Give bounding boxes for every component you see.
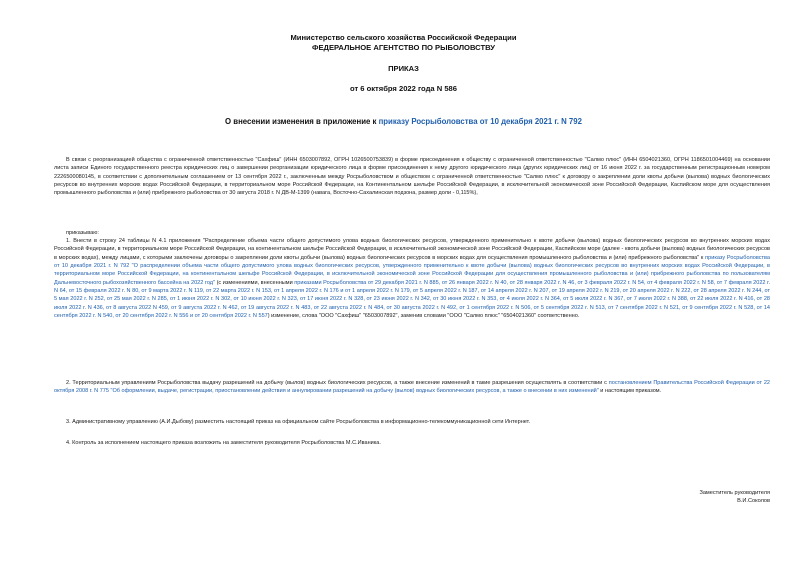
intro-paragraph: В связи с реорганизацией общества с ограниченной ответственностью "Сахфиш" (ИНН 6503007892, ОГРН 1026500753839) в форме присоединения к обществу с ограниченной ответственностью "Салмо плюс" (ИНН 6504021360, ОГРН 1186501004469) на основании листа записи Единого государственного реестра юридических лиц о завершении реорганизации юридического лица в форме присоединения к нему другого юридического лица (других юридических лиц) от 16 июня 2022 г. за государственным регистрационным номером 2226500080145, в соответствии с дополнительным соглашением от 13 сентября 2022 г., заключенным между Росрыболовством и обществом с ограниченной ответственностью "Салмо плюс" к договору о закреплении доли квоты добычи (вылова) водных биологических ресурсов во внутренних морских водах Российской Федерации, в территориальном море Российской Федерации, на Континентальном шельфе Российской Федерации, в исключительной экономической зоне Российской Федерации, Каспийском море для осуществления промышленного рыболовства и (или) прибрежного рыболовства от 30 августа 2018 г. N ДВ-М-1399 (навага, Восточно-Сахалинская подзона, размер доли - 0,115%), [54, 157, 770, 197]
item-2-text-b: и настоящим приказом. [598, 388, 662, 395]
item-2-paragraph [54, 379, 770, 396]
item-1-text-c: ) изменение, слова "ООО "Сахфиш" "6503007892", заменив словами "ООО "Салмо плюс" "6504021360" соответственно. [267, 313, 580, 320]
subject-prefix: О внесении изменения в приложение к [225, 117, 379, 126]
signatory-position: Заместитель руководителя [699, 490, 770, 496]
item-1-text-b: (с изменениями, внесенными [214, 279, 295, 286]
item-1-order-link[interactable]: приказу Росрыболовства от 10 декабря 2021 г. N 792 "О распределении объема части общего допустимого улова водных биологических ресурсов, утвержденного применительно к квоте добычи (вылова) водных биологических ресурсов во внутренних морских водах Российской Федерации, в территориальном море Российской Федерации, на континентальном шельфе Российской Федерации, в исключительной экономической зоне Российской Федерации для осуществления промышленного рыболовства и (или) прибрежного рыболовства по пользователям Дальневосточного рыбохозяйственного бассейна на 2022 год" [54, 254, 770, 286]
item-3-paragraph: 3. Административному управлению (А.И.Дыбову) разместить настоящий приказ на официальном сайте Росрыболовства в информационно-телекоммуникационной сети Интернет. [66, 419, 531, 425]
item-1-amendments-link[interactable]: приказами Росрыболовства от 29 декабря 2021 г. N 885, от 26 января 2022 г. N 40, от 28 января 2022 г. N 46, от 3 февраля 2022 г. N 54, от 4 февраля 2022 г. N 58, от 7 февраля 2022 г. N 64, от 15 февраля 2022 г. N 80, от 9 марта 2022 г. N 119, от 22 марта 2022 г. N 153, от 1 апреля 2022 г. N 176 и от 1 апреля 2022 г. N 179, от 5 апреля 2022 г. N 187, от 14 апреля 2022 г. N 207, от 19 апреля 2022 г. N 219, от 20 апреля 2022 г. N 222, от 28 апреля 2022 г. N 244, от 5 мая 2022 г. N 252, от 25 мая 2022 г. N 285, от 1 июня 2022 г. N 302, от 10 июня 2022 г. N 323, от 17 июня 2022 г. N 328, от 23 июня 2022 г. N 342, от 30 июня 2022 г. N 353, от 4 июля 2022 г. N 364, от 5 июля 2022 г. N 367, от 7 июля 2022 г. N 388, от 22 июля 2022 г. N 416, от 28 июля 2022 г. N 436, от 8 августа 2022 N 459, от 9 августа 2022 г. N 462, от 19 августа 2022 г. N 483, от 22 августа 2022 г. N 484, от 30 августа 2022 г. N 492, от 1 сентября 2022 г. N 506, от 5 сентября 2022 г. N 513, от 7 сентября 2022 г. N 521, от 9 сентября 2022 г. N 528, от 14 сентября 2022 г. N 540, от 20 сентября 2022 г. N 556 и от 20 сентября 2022 г. N 557 [54, 279, 770, 320]
document-type-heading: ПРИКАЗ [388, 64, 419, 73]
document-date-number: от 6 октября 2022 года N 586 [350, 84, 457, 93]
item-1-paragraph [54, 237, 770, 320]
item-2-text-a: 2. Территориальным управлениям Росрыболовства выдачу разрешений на добычу (вылов) водных биологических ресурсов, а также внесение изменений в такие разрешения осуществлять в соответствии с [66, 380, 609, 386]
document-subject [0, 117, 807, 126]
item-4-paragraph: 4. Контроль за исполнением настоящего приказа возложить на заместителя руководителя Росрыболовства М.С.Иваника. [66, 440, 381, 446]
agency-heading: ФЕДЕРАЛЬНОЕ АГЕНТСТВО ПО РЫБОЛОВСТВУ [312, 43, 495, 52]
ministry-heading: Министерство сельского хозяйства Российской Федерации [290, 33, 517, 42]
item-2-resolution-link[interactable]: постановлением Правительства Российской Федерации от 22 октября 2008 г. N 775 "Об оформлении, выдаче, регистрации, приостановлении действия и аннулировании разрешений на добычу (вылов) водных биологических ресурсов, а также о внесении в них изменений" [54, 380, 771, 395]
signatory-name: В.И.Соколов [737, 498, 770, 504]
item-1-text-a: 1. Внести в строку 24 таблицы N 4.1 приложения "Распределение объема части общего допустимого улова водных биологических ресурсов, утвержденного применительно к квоте добычи (вылова) водных биологических ресурсов во внутренних морских водах Российской Федерации, в территориальном море Российской Федерации, на континентальном шельфе Российской Федерации, в исключительной экономической зоне Российской Федерации, Каспийском море (далее - квота добычи (вылова) водных биологических ресурсов в морских водах), между лицами, с которыми заключены договоры о закреплении доли квоты добычи (вылова) водных биологических ресурсов в морских водах для осуществления промышленного рыболовства и (или) прибрежного рыболовства" к [54, 238, 770, 261]
order-word: приказываю: [66, 230, 99, 236]
subject-order-link[interactable]: приказу Росрыболовства от 10 декабря 2021 г. N 792 [378, 117, 582, 126]
